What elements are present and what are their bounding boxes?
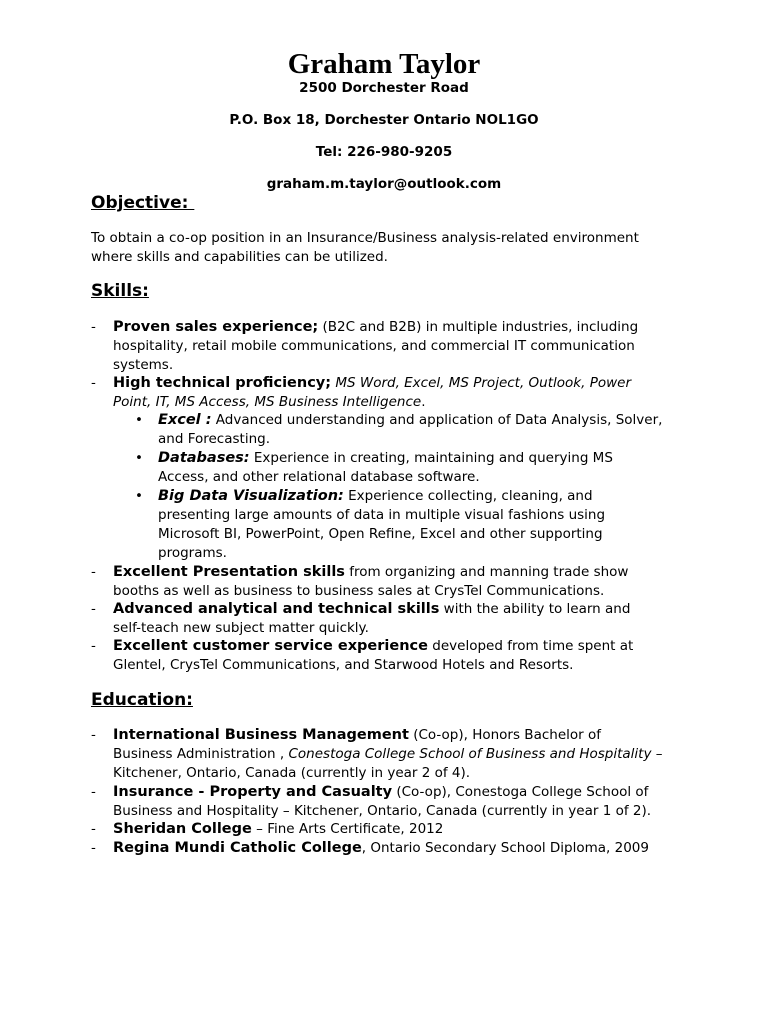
list-dash: - [91, 638, 96, 654]
education-text: Conestoga College School of Business and Hospitality [288, 746, 652, 762]
objective-line: To obtain a co-op position in an Insurance/Business analysis-related environment [91, 230, 639, 246]
sub-label: Excel : [158, 412, 212, 428]
list-dash: - [91, 821, 96, 837]
skill-text: Glentel, CrysTel Communications, and Starwood Hotels and Resorts. [113, 657, 574, 673]
skill-label: Advanced analytical and technical skills [113, 601, 440, 617]
list-dash: - [91, 375, 96, 391]
objective-text [91, 229, 691, 267]
bullet-icon: • [135, 488, 143, 504]
education-text: – [651, 746, 663, 762]
education-heading: Education: [91, 690, 193, 710]
skill-label: Excellent customer service experience [113, 638, 428, 654]
education-text: (Co-op), Honors Bachelor of [408, 727, 601, 743]
sub-item-excel [135, 411, 683, 449]
po-box-line: P.O. Box 18, Dorchester Ontario NOL1GO [229, 112, 539, 128]
sub-text: Experience collecting, cleaning, and [343, 488, 593, 504]
address-line: 2500 Dorchester Road [299, 80, 469, 96]
education-text: (Co-op), Conestoga College School of [392, 784, 649, 800]
skill-text: (B2C and B2B) in multiple industries, including [318, 319, 639, 335]
list-dash: - [91, 564, 96, 580]
sub-text: presenting large amounts of data in multiple visual fashions using [158, 507, 606, 523]
skill-text: from organizing and manning trade show [344, 564, 629, 580]
sub-text: Advanced understanding and application of Data Analysis, Solver, [211, 412, 663, 428]
list-dash: - [91, 601, 96, 617]
skill-text: self-teach new subject matter quickly. [113, 620, 369, 636]
list-dash: - [91, 319, 96, 335]
skill-text: . [421, 394, 426, 410]
skill-label: Excellent Presentation skills [113, 564, 345, 580]
resume-name: Graham Taylor [287, 48, 481, 80]
bullet-icon: • [135, 450, 143, 466]
skill-item-sales [91, 318, 691, 375]
education-item-regina [91, 839, 691, 858]
education-label: Regina Mundi Catholic College [113, 840, 362, 856]
sub-text: Access, and other relational database software. [158, 469, 480, 485]
education-item-sheridan [91, 820, 691, 839]
list-dash: - [91, 784, 96, 800]
education-label: Insurance - Property and Casualty [113, 784, 393, 800]
education-text: , Ontario Secondary School Diploma, 2009 [361, 840, 649, 856]
sub-label: Big Data Visualization: [158, 488, 344, 504]
skill-label: Proven sales experience; [113, 319, 319, 335]
skill-text: developed from time spent at [427, 638, 634, 654]
skill-label: High technical proficiency; [113, 375, 332, 391]
phone-line: Tel: 226-980-9205 [315, 144, 453, 160]
education-text: Business and Hospitality – Kitchener, Ontario, Canada (currently in year 1 of 2). [113, 803, 652, 819]
skill-text: hospitality, retail mobile communications, and commercial IT communication [113, 338, 635, 354]
list-dash: - [91, 727, 96, 743]
skill-item-technical [91, 374, 691, 412]
skill-text: MS Word, Excel, MS Project, Outlook, Power [331, 375, 631, 391]
email-line: graham.m.taylor@outlook.com [266, 176, 502, 192]
skill-text: with the ability to learn and [439, 601, 631, 617]
education-item-ibm [91, 726, 691, 783]
objective-line: where skills and capabilities can be utilized. [91, 249, 388, 265]
bullet-icon: • [135, 412, 143, 428]
list-dash: - [91, 840, 96, 856]
sub-text: programs. [158, 545, 227, 561]
sub-text: Microsoft BI, PowerPoint, Open Refine, Excel and other supporting [158, 526, 603, 542]
sub-text: and Forecasting. [158, 431, 270, 447]
education-text: Business Administration , [113, 746, 289, 762]
objective-heading: Objective: [91, 193, 195, 213]
skills-heading: Skills: [91, 281, 149, 301]
sub-item-bigdata [135, 487, 683, 563]
education-label: Sheridan College [113, 821, 252, 837]
sub-text: Experience in creating, maintaining and querying MS [249, 450, 613, 466]
skill-item-customer [91, 637, 691, 675]
skill-text: Point, IT, MS Access, MS Business Intelligence [113, 394, 422, 410]
education-item-insurance [91, 783, 691, 821]
sub-label: Databases: [158, 450, 250, 466]
skill-text: booths as well as business to business sales at CrysTel Communications. [113, 583, 605, 599]
education-text: – Fine Arts Certificate, 2012 [251, 821, 444, 837]
education-label: International Business Management [113, 727, 409, 743]
skill-item-analytical [91, 600, 691, 638]
skill-item-presentation [91, 563, 691, 601]
sub-item-databases [135, 449, 683, 487]
education-text: Kitchener, Ontario, Canada (currently in year 2 of 4). [113, 765, 471, 781]
skill-text: systems. [113, 357, 174, 373]
